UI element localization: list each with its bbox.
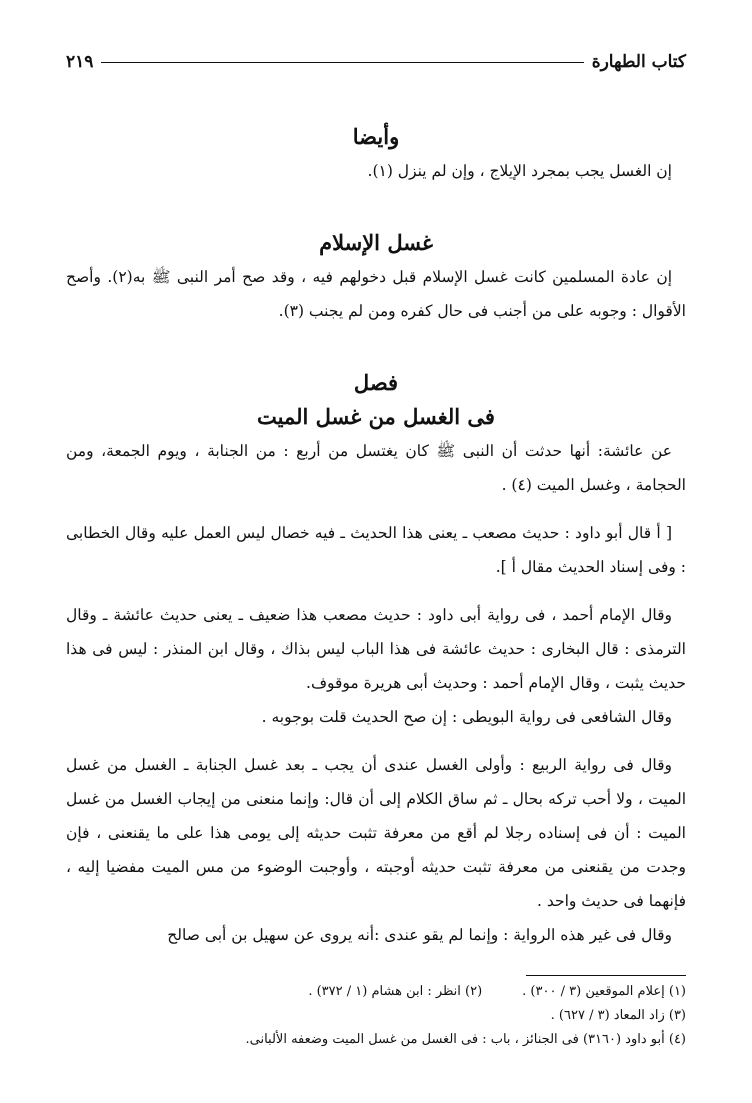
header-title: كتاب الطهارة xyxy=(591,52,686,72)
paragraph: وقال الشافعى فى رواية البويطى : إن صح الحديث قلت بوجوبه . xyxy=(261,708,672,726)
footnote-1: (١) إعلام الموقعين (٣ / ٣٠٠) . xyxy=(522,984,686,999)
footnotes xyxy=(66,975,686,1052)
paragraph: عن عائشة: أنها حدثت أن النبى ﷺ كان يغتسل من أربع : من الجنابة ، ويوم الجمعة، ومن الحجامة ، وغسل الميت (٤) . xyxy=(66,442,686,494)
footnote-2: (٢) انظر : ابن هشام (١ / ٣٧٢) . xyxy=(308,984,483,999)
section-subheading: فى الغسل من غسل الميت xyxy=(257,404,495,429)
paragraph: [ أ قال أبو داود : حديث مصعب ـ يعنى هذا الحديث ـ فيه خصال ليس العمل عليه وقال الخطابى : وفى إسناد الحديث مقال أ ]. xyxy=(66,524,686,576)
page-number: ٢١٩ xyxy=(66,52,94,72)
paragraph: إن عادة المسلمين كانت غسل الإسلام قبل دخولهم فيه ، وقد صح أمر النبى ﷺ به(٢). وأصح الأقوال : وجوبه على من أجنب فى حال كفره ومن لم يجنب (٣). xyxy=(66,268,686,320)
paragraph: وقال الإمام أحمد ، فى رواية أبى داود : حديث مصعب هذا ضعيف ـ يعنى حديث عائشة ـ وقال الترمذى : قال البخارى : حديث عائشة فى هذا الباب ليس بذاك ، وقال ابن المنذر : ليس فى هذا حديث يثبت ، وقال الإمام أحمد : وحديث أبى هريرة موقوف. xyxy=(66,606,686,692)
section-heading-fasl: فصل xyxy=(353,370,399,395)
footnote-3: (٣) زاد المعاد (٣ / ٦٢٧) . xyxy=(550,1008,686,1023)
footnote-4: (٤) أبو داود (٣١٦٠) فى الجنائز ، باب : فى الغسل من غسل الميت وضعفه الألبانى. xyxy=(245,1032,686,1047)
section-heading-ghusl-islam: غسل الإسلام xyxy=(319,230,433,255)
paragraph: وقال فى غير هذه الرواية : وإنما لم يقو عندى :أنه يروى عن سهيل بن أبى صالح xyxy=(167,926,672,944)
header-rule xyxy=(101,61,583,63)
section-heading-aydan: وأيضا xyxy=(352,124,400,149)
paragraph: وقال فى رواية الربيع : وأولى الغسل عندى أن يجب ـ بعد غسل الجنابة ـ الغسل من غسل الميت ، ولا أحب تركه بحال ـ ثم ساق الكلام إلى أن قال: وإنما منعنى من إيجاب الغسل من غسل الميت : أن فى إسناده رجلا لم أقع من معرفة تثبت حديثه إلى يومى هذا على ما يقنعنى ، فإن وجدت من يقنعنى من معرفة تثبت حديثه أوجبته ، وأوجبت الوضوء من مس الميت مفضيا إليه ، فإنهما فى حديث واحد . xyxy=(66,756,686,910)
page-body xyxy=(66,120,686,952)
footnote-rule xyxy=(526,975,686,976)
paragraph: إن الغسل يجب بمجرد الإيلاج ، وإن لم ينزل (١). xyxy=(367,162,672,180)
running-header xyxy=(66,50,686,74)
